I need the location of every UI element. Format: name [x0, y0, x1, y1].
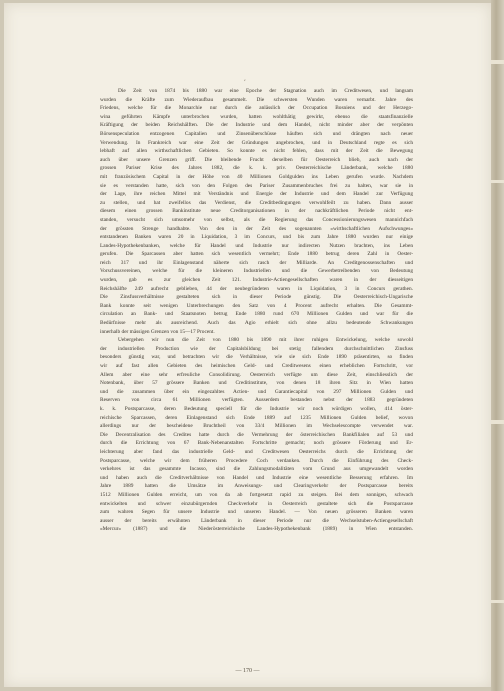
text-line: der industriellen Production wie der Capitalsbildung bei stetig fallendem durchschnittlichen Zinsfuss — [100, 345, 413, 352]
text-line: Die Zinsfussverhältnisse gestalteten sich in dieser Periode günstig. Die Oesterreichisch-Ungarische — [100, 294, 413, 301]
text-line: wurden, gab es zur gleichen Zeit 121. Industrie-Actiengesellschaften waren in der diesseitigen — [100, 277, 413, 284]
text-line: Reichshälfte 249 aufrecht geblieben, 44 der neubegründeten waren in Liquidation, 3 in Concurs gerathen. — [100, 285, 413, 292]
text-line: entwickelten und schwer einzubürgernden Checkverkehr in Oesterreich gestaltete sich die Postsparcasse — [100, 500, 413, 507]
text-line: entstandenen Banken waren 20 in Liquidation, 3 im Concurs, und bis zum Jahre 1880 wurden nur einige — [100, 234, 413, 241]
text-line: reichische Sparcassen, deren Einlagenstand sich Ende 1889 auf 1235 Millionen Gulden belief, wovon — [100, 414, 413, 421]
text-line: zu stellen, und hat zweifellos das Verdienst, die Creditbedingungen verwohlfeilt zu haben. Dann ausser — [100, 199, 413, 206]
text-line: Allem aber eine sehr erfreuliche Consolidirung. Oesterreich verfügte um diese Zeit, einschliesslich der — [100, 371, 413, 378]
text-line: sie es verstanden hatte, sich von den Folgen des Pariser Zusammenbruches frei zu halten, war sie in — [100, 182, 413, 189]
text-line: circulation an Bank- und Staatsnoten betrug Ende 1880 rund 670 Millionen Gulden und war für die — [100, 311, 413, 318]
text-line: Notenbank, über 57 grössere Banken und Creditinstitute, von denen 18 ihren Sitz in Wien hatten — [100, 380, 413, 387]
text-line: Friedens, welche für die Monarchie nur durch die anlässlich der Occupation Bosniens und der Herzego- — [100, 105, 413, 112]
text-line: Die Zeit von 1874 bis 1880 war eine Epoche der Stagnation auch im Creditwesen, und langsam — [118, 88, 413, 94]
text-line: Kräftigung der beiden Reichshälften. Die der Industrie und dem Handel, nicht minder aber der verpönten — [100, 122, 413, 129]
text-line: Jahre 1889 hatten die Umsätze im Anweisungs- und Clearingverkehr der Postsparcasse bereits — [100, 483, 413, 490]
text-line: gerufen. Die Sparcassen aber hatten sich wesentlich vermehrt; Ende 1880 betrug deren Zahl in Oester- — [100, 251, 413, 258]
text-line: Uebergehen wir nun die Zeit von 1880 bis 1890 mit ihrer ruhigen Entwickelung, welche sowohl — [118, 337, 413, 344]
text-line: besonders günstig war, und betrachten wir die Verhältnisse, wie sie sich Ende 1890 präsentirten, so finden — [100, 354, 413, 361]
text-line: wina geführten Kämpfe unterbrochen wurden, hatten wohlthätig gewirkt, ebenso die staatsfinanzielle — [100, 113, 413, 120]
text-line: innerhalb der mässigen Grenzen von 15—17 Procent. — [100, 328, 215, 335]
text-line: wir auf fast allen Gebieten des heimischen Geld- und Creditwesens einen erheblichen Fortschritt, vor — [100, 363, 413, 369]
text-line: 1512 Millionen Gulden erreicht, um von da ab fortgesetzt rapid zu steigen. Bei dem sonnigen, schwach — [100, 491, 413, 498]
text-line: und die zusammen über ein eingezahltes Actien- und Garantiecapital von 297 Millionen Gulden und — [100, 388, 413, 395]
text-line: allerdings nur der bescheidene Bruchtheil von 33/4 Millionen im Wechselescompte verwendet war. — [100, 423, 413, 430]
text-line: der Lage, ihre reichen Mittel mit Verständnis und Energie der Industrie und dem Handel zur Verfügung — [100, 191, 413, 198]
text-line: grossen Pariser Krise des Jahres 1882, die k. k. priv. Oesterreichische Länderbank, welche 1880 — [100, 165, 413, 172]
text-line: Reserven von circa 61 Millionen verfügten. Ausserdem bestanden nebst der 1883 gegründeten — [100, 397, 413, 404]
text-line: reich 317 und ihr Einlagenstand näherte sich rasch der Milliarde. An Creditgenossenschaften und — [100, 259, 413, 266]
book-page — [4, 3, 491, 687]
printer-mark: , — [244, 75, 246, 82]
text-line: lebhaft auf allen wirthschaftlichen Gebieten. So konnte es nicht fehlen, dass mit der Zeit die Bewegung — [100, 148, 413, 155]
text-line: Bedürfnisse mehr als ausreichend. Auch das Agio erhielt sich ohne allzu bedeutende Schwankungen — [100, 320, 413, 327]
body-text — [100, 87, 413, 534]
text-line: wurden die Kräfte zum Wiederaufbau gesammelt. Die schwersten Wunden waren vernarbt. Jahre des — [100, 96, 413, 103]
text-line: Vorschussvereinen, welche für die kleineren Industriellen und die Gewerbetreibenden von Bedeutung — [100, 268, 413, 275]
text-line: Die Decentralisation des Credites hatte durch die Vermehrung der österreichischen Bankfilialen auf 53 und — [100, 431, 413, 438]
text-line: standen, versucht sich umsomehr von selbst, als die Regierung das Concessionierungswesen mannichfach — [100, 216, 413, 223]
page-edge-gutter — [491, 0, 504, 691]
text-line: Verwendung. In Frankreich war eine Zeit der Gründungen angebrochen, und in Deutschland regte es sich — [100, 139, 413, 146]
text-line: verkehres ist das gesammte Incasso, sind die Zahlungsmodalitäten vom Grund aus umgewandelt worden — [100, 466, 413, 473]
text-line: auch über unsere Grenzen griff. Die bleibende Frucht derselben für Oesterreich blieb, auch nach der — [100, 156, 413, 163]
text-line: durch die Errichtung von 67 Bank-Nebenanstalten Fortschritte gemacht; noch grössere Förderung und Er- — [100, 440, 413, 447]
text-line: Bank konnte seit wenigen Unterbrechungen den Satz von 4 Procent aufrecht erhalten. Die Gesammt- — [100, 302, 413, 309]
text-line: Postsparcasse, welche wir dem früheren Procedere Coch verdanken. Durch die Einführung des Check- — [100, 457, 413, 464]
text-line: ausser der bereits erwähnten Länderbank in dieser Periode nur die Wechselstuben-Actiengesellschaft — [100, 517, 413, 524]
text-line: k. k. Postsparcasse, deren Bedeutung speciell für die Industrie wir noch würdigen wollen, 414 öster- — [100, 405, 413, 412]
text-line: mit französischem Capital in der Höhe von 40 Millionen Goldgulden ins Leben gerufen wurde. Nachdem — [100, 173, 413, 180]
text-line: Landes-Hypothekenbanken, welche für Handel und Industrie nur indirecten Nutzen brachten, ins Leben — [100, 242, 413, 249]
text-line: und haben auch die Creditverhältnisse von Handel und Industrie eine wesentliche Besserung erfahren. Im — [100, 474, 413, 481]
text-line: der grössten Strenge handhabte. Von den in der Zeit des sogenannten «wirthschaftlichen Aufschwunges» — [100, 225, 413, 232]
text-line: zum wahren Segen für unsere Industrie und unseren Handel. — Von neuen grösseren Banken waren — [100, 509, 413, 516]
text-line: diesem einen grossen Bankinstitute neue Creditorganisationen in der nachkräftlichen Periode nicht ent- — [100, 208, 413, 215]
text-line: «Mercur» (1887) und die Niederösterreichische Landes-Hypothekenbank (1889) in Wien entstanden. — [100, 526, 413, 533]
text-line: leichterung aber fand das industrielle Geld- und Creditwesen Oesterreichs durch die Errichtung der — [100, 448, 413, 455]
page-number: — 170 — — [235, 668, 260, 674]
text-line: Börsenspeculation entzogenen Capitalien und Zinsenüberschüsse häuften sich und drängten nach neuer — [100, 130, 413, 137]
